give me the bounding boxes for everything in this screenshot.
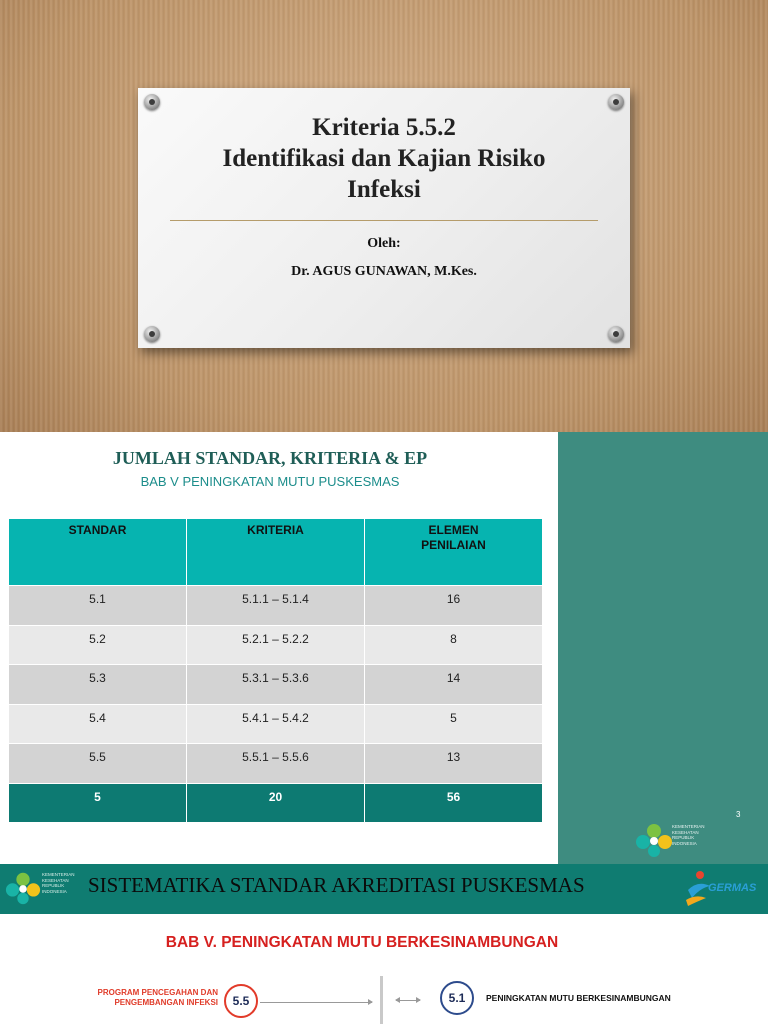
- title-card: [138, 88, 630, 348]
- title-line-1: Kriteria 5.5.2: [312, 114, 456, 141]
- ministry-logo-text: KEMENTERIAN KESEHATAN REPUBLIK INDONESIA: [42, 872, 75, 894]
- title-slide: [0, 0, 768, 432]
- title-line-2: Identifikasi dan Kajian Risiko: [222, 145, 546, 172]
- table-row: [9, 586, 543, 626]
- standard-node-5-5: 5.5: [224, 984, 258, 1018]
- cell-standar: 5.1: [9, 586, 187, 626]
- cell-elemen: 16: [365, 586, 543, 626]
- cell-elemen: 14: [365, 665, 543, 705]
- side-panel: [558, 432, 768, 864]
- title-line-3: Infeksi: [347, 176, 421, 203]
- total-elemen: 56: [365, 783, 543, 823]
- summary-slide: [0, 432, 768, 864]
- cell-elemen: 8: [365, 625, 543, 665]
- table-header-row: [9, 519, 543, 586]
- screw-icon: [144, 94, 160, 110]
- screw-icon: [144, 326, 160, 342]
- cell-elemen: 13: [365, 744, 543, 784]
- standard-node-5-1: 5.1: [440, 981, 474, 1015]
- table-row: [9, 744, 543, 784]
- title-divider: [170, 220, 598, 221]
- slide-heading: JUMLAH STANDAR, KRITERIA & EP: [112, 448, 428, 468]
- table-row: [9, 625, 543, 665]
- header-elemen: ELEMEN PENILAIAN: [365, 519, 543, 586]
- banner-title: SISTEMATIKA STANDAR AKREDITASI PUSKESMAS: [88, 873, 585, 897]
- cell-kriteria: 5.2.1 – 5.2.2: [187, 625, 365, 665]
- cell-standar: 5.3: [9, 665, 187, 705]
- table-total-row: [9, 783, 543, 823]
- by-label: Oleh:: [367, 236, 401, 251]
- total-standar: 5: [9, 783, 187, 823]
- slide-title: [138, 112, 630, 205]
- author-name: Dr. AGUS GUNAWAN, M.Kes.: [291, 264, 477, 279]
- peningkatan-label: PENINGKATAN MUTU BERKESINAMBUNGAN: [486, 993, 671, 1003]
- screw-icon: [608, 94, 624, 110]
- header-standar: STANDAR: [9, 519, 187, 586]
- header-banner: [0, 864, 768, 914]
- cell-elemen: 5: [365, 704, 543, 744]
- center-divider: [380, 976, 383, 1024]
- table-row: [9, 665, 543, 705]
- screw-icon: [608, 326, 624, 342]
- cell-kriteria: 5.1.1 – 5.1.4: [187, 586, 365, 626]
- chapter-title: BAB V. PENINGKATAN MUTU BERKESINAMBUNGAN: [165, 934, 559, 951]
- slide-subheading: BAB V PENINGKATAN MUTU PUSKESMAS: [140, 474, 400, 489]
- cell-standar: 5.5: [9, 744, 187, 784]
- cell-standar: 5.2: [9, 625, 187, 665]
- table-row: [9, 704, 543, 744]
- cell-standar: 5.4: [9, 704, 187, 744]
- germas-label: GERMAS: [708, 882, 757, 894]
- total-kriteria: 20: [187, 783, 365, 823]
- connector-arrow: [260, 1002, 372, 1003]
- kemenkes-logo-icon: [634, 822, 674, 858]
- cell-kriteria: 5.5.1 – 5.5.6: [187, 744, 365, 784]
- double-arrow: [396, 1000, 420, 1001]
- header-kriteria: KRITERIA: [187, 519, 365, 586]
- cell-kriteria: 5.3.1 – 5.3.6: [187, 665, 365, 705]
- program-label: PROGRAM PENCEGAHAN DAN PENGEMBANGAN INFEKSI: [97, 988, 218, 1007]
- summary-table: [8, 518, 543, 823]
- cell-kriteria: 5.4.1 – 5.4.2: [187, 704, 365, 744]
- systematics-slide: [0, 864, 768, 1024]
- page-number: 3: [736, 810, 741, 819]
- kemenkes-logo-icon: [4, 870, 42, 906]
- ministry-logo-text: KEMENTERIAN KESEHATAN REPUBLIK INDONESIA: [672, 824, 705, 846]
